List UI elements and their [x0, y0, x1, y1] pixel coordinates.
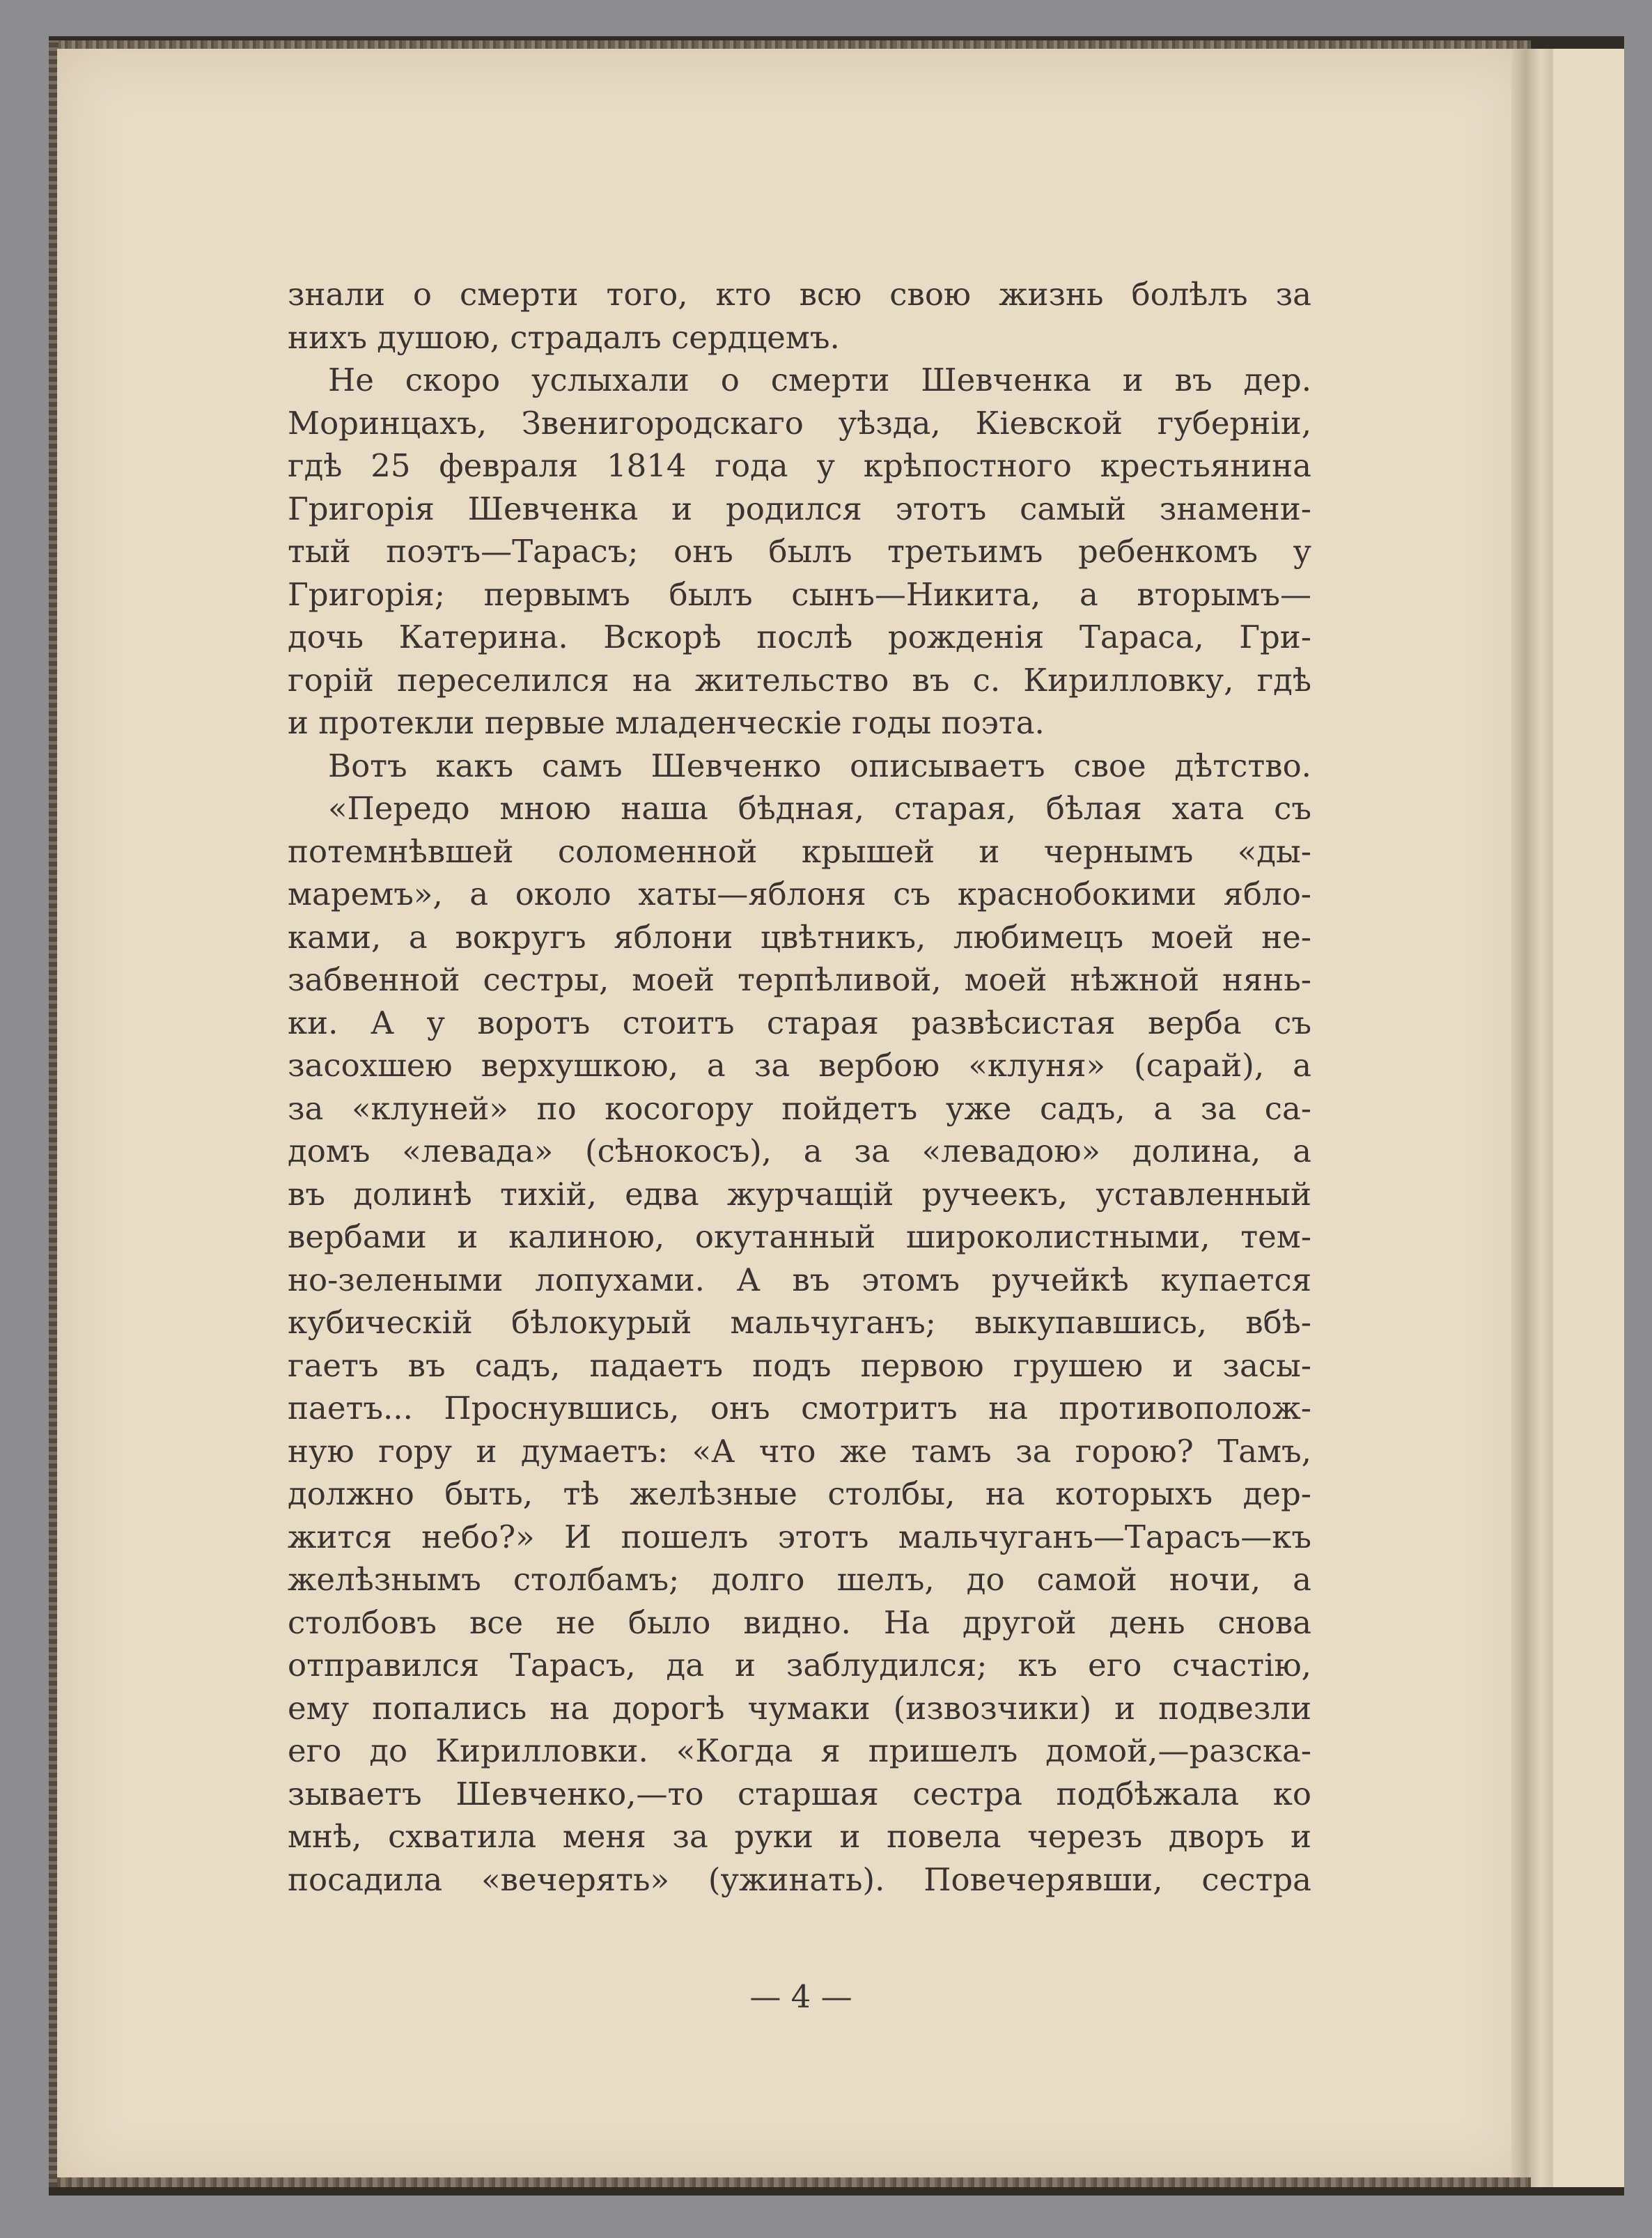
text-line: ками, а вокругъ яблони цвѣтникъ, любимецъ моей не- [288, 918, 1311, 956]
page-bottom-edge [57, 2177, 1531, 2187]
text-line: паетъ... Проснувшись, онъ смотритъ на противополож- [288, 1390, 1311, 1427]
text-line: зываетъ Шевченко,—то старшая сестра подбѣжала ко [288, 1775, 1311, 1812]
text-line: кубическій бѣлокурый мальчуганъ; выкупавшись, вбѣ- [288, 1304, 1311, 1341]
text-line: дочь Катерина. Вскорѣ послѣ рожденія Тараса, Гри- [288, 619, 1311, 655]
text-line: потемнѣвшей соломенной крышей и чернымъ «ды- [288, 832, 1311, 870]
text-line: посадила «вечерять» (ужинать). Повечерявши, сестра [288, 1860, 1311, 1898]
text-line: домъ «левада» (сѣнокосъ), а за «левадою» долина, а [288, 1133, 1311, 1169]
facing-page-edge [1553, 49, 1624, 2187]
text-line: жится небо?» И пошелъ этотъ мальчуганъ—Тарасъ—къ [288, 1518, 1311, 1555]
text-line: должно быть, тѣ желѣзные столбы, на которыхъ дер- [288, 1475, 1311, 1512]
text-line: Моринцахъ, Звенигородскаго уѣзда, Кіевской губерніи, [288, 404, 1311, 442]
page-number: — 4 — [749, 1978, 852, 2015]
text-line: желѣзнымъ столбамъ; долго шелъ, до самой ночи, а [288, 1561, 1311, 1598]
text-line: Григорія Шевченка и родился этотъ самый знамени- [288, 490, 1311, 527]
text-line: «Передо мною наша бѣдная, старая, бѣлая хата съ [328, 790, 1311, 827]
text-line: маремъ», а около хаты—яблоня съ краснобокими ябло- [288, 876, 1311, 912]
text-line: тый поэтъ—Тарасъ; онъ былъ третьимъ ребенкомъ у [288, 533, 1311, 570]
text-line: мнѣ, схватила меня за руки и повела черезъ дворъ и [288, 1818, 1311, 1855]
body-text [288, 273, 1311, 1901]
text-line: ки. А у воротъ стоитъ старая развѣсистая верба съ [288, 1004, 1311, 1041]
book-gutter [1511, 49, 1553, 2187]
text-line: вербами и калиною, окутанный широколистными, тем- [288, 1218, 1311, 1255]
text-line: горій переселился на жительство въ с. Кирилловку, гдѣ [288, 661, 1311, 699]
text-line: Вотъ какъ самъ Шевченко описываетъ свое дѣтство. [328, 747, 1311, 784]
text-line: за «клуней» по косогору пойдетъ уже садъ, а за са- [288, 1089, 1311, 1127]
text-line: отправился Тарасъ, да и заблудился; къ его счастію, [288, 1647, 1311, 1684]
text-line: но-зелеными лопухами. А въ этомъ ручейкѣ купается [288, 1261, 1311, 1298]
text-line: и протекли первые младенческіе годы поэта. [288, 704, 1045, 741]
text-line: нихъ душою, страдалъ сердцемъ. [288, 318, 840, 356]
text-line: его до Кирилловки. «Когда я пришелъ домой,—разска- [288, 1732, 1311, 1769]
text-line: столбовъ все не было видно. На другой день снова [288, 1603, 1311, 1641]
text-line: Не скоро услыхали о смерти Шевченка и въ дер. [328, 362, 1311, 398]
text-line: забвенной сестры, моей терпѣливой, моей нѣжной нянь- [288, 961, 1311, 998]
text-line: въ долинѣ тихій, едва журчащій ручеекъ, уставленный [288, 1175, 1311, 1213]
text-line: ную гору и думаетъ: «А что же тамъ за горою? Тамъ, [288, 1432, 1311, 1470]
text-line: Григорія; первымъ былъ сынъ—Никита, а вторымъ— [288, 575, 1311, 613]
text-line: знали о смерти того, кто всю свою жизнь болѣлъ за [288, 276, 1311, 313]
text-line: гдѣ 25 февраля 1814 года у крѣпостного крестьянина [288, 447, 1311, 484]
text-line: гаетъ въ садъ, падаетъ подъ первою грушею и засы- [288, 1346, 1311, 1384]
text-line: ему попались на дорогѣ чумаки (извозчики) и подвезли [288, 1689, 1311, 1727]
text-line: засохшею верхушкою, а за вербою «клуня» (сарай), а [288, 1047, 1311, 1084]
